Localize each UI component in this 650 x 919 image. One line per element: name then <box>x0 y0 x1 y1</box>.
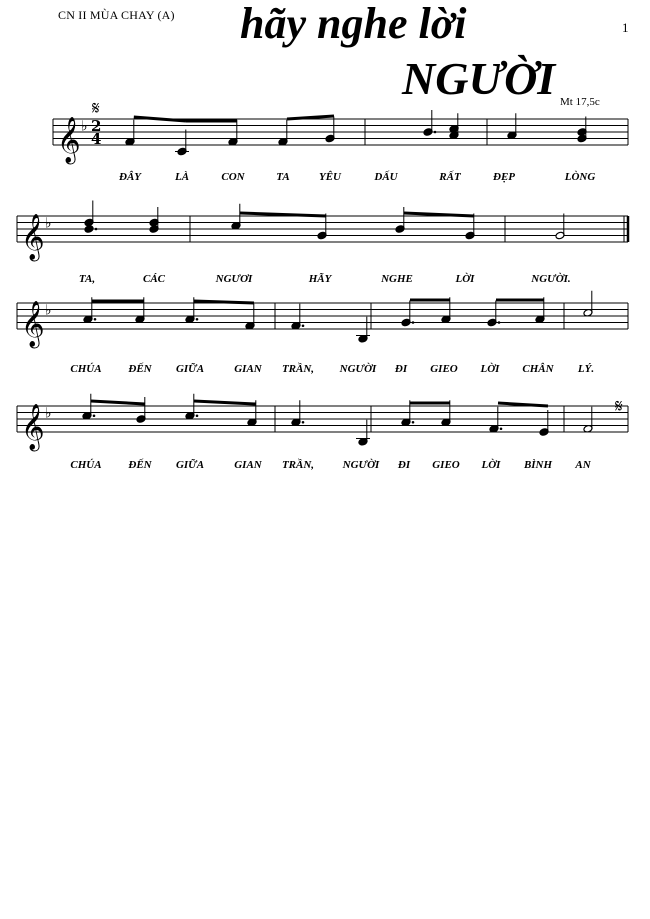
lyric-syllable: GIAN <box>234 363 262 375</box>
lyric-syllable: GIỮA <box>175 363 205 375</box>
beam <box>194 401 256 404</box>
dot <box>412 421 415 424</box>
segno-icon: 𝄋 <box>92 98 100 119</box>
lyric-syllable: ĐÂY <box>119 171 141 183</box>
dot <box>500 427 503 430</box>
treble-clef-icon: 𝄞 <box>57 117 81 163</box>
beam <box>194 301 254 303</box>
page-number: 1 <box>622 20 629 35</box>
lyric-syllable: TA, <box>78 273 96 285</box>
lyric-syllable: NGƯỜI <box>339 363 377 375</box>
lyric-syllable: CHÚA <box>70 363 102 375</box>
lyric-syllable: RẤT <box>439 171 461 183</box>
lyric-syllable: CON <box>221 171 245 183</box>
lyric-syllable: GIEO <box>430 363 458 375</box>
lyric-syllable: CHÚA <box>70 459 102 471</box>
lyric-syllable: NGƯƠI <box>215 273 253 285</box>
lyric-syllable: ĐẸP <box>493 171 515 183</box>
song-title-line1: hãy nghe lời <box>240 0 467 48</box>
lyric-syllable: LÒNG <box>564 171 596 183</box>
lyric-syllable: GIAN <box>234 459 262 471</box>
lyric-syllable: TRẦN, <box>281 459 315 471</box>
lyric-syllable: ĐI <box>397 459 411 471</box>
treble-clef-icon: 𝄞 <box>21 404 45 450</box>
lyric-syllable: LỜI <box>455 273 475 285</box>
lyric-syllable: GIEO <box>432 459 460 471</box>
lyric-syllable: LỜI <box>481 459 501 471</box>
lyric-syllable: HÃY <box>308 273 332 285</box>
dot <box>95 228 98 231</box>
occasion-label: CN II MÙA CHAY (A) <box>58 8 175 22</box>
segno-icon: 𝄋 <box>615 396 623 417</box>
lyric-syllable: GIỮA <box>175 459 205 471</box>
flat-icon: ♭ <box>45 405 52 422</box>
time-signature-top: 2 <box>91 117 102 135</box>
dot <box>412 321 415 324</box>
song-title-line2: NGƯỜI <box>402 53 556 104</box>
lyric-syllable: TRẦN, <box>281 363 315 375</box>
treble-clef-icon: 𝄞 <box>21 301 45 347</box>
dot <box>196 318 199 321</box>
lyric-syllable: LÀ <box>174 171 190 183</box>
beam <box>134 117 186 121</box>
lyric-syllable: CHÂN <box>522 363 554 375</box>
lyric-syllable: NGƯỜI. <box>531 273 571 285</box>
lyric-syllable: DẤU <box>374 171 398 183</box>
dot <box>196 414 199 417</box>
lyric-syllable: AN <box>575 459 591 471</box>
treble-clef-icon: 𝄞 <box>21 214 45 260</box>
beam <box>91 401 145 404</box>
flat-icon: ♭ <box>81 118 88 135</box>
lyric-syllable: ĐẾN <box>128 363 152 375</box>
dot <box>302 324 305 327</box>
flat-icon: ♭ <box>45 215 52 232</box>
lyric-syllable: CÁC <box>142 273 166 285</box>
dot <box>93 414 96 417</box>
dot <box>94 318 97 321</box>
flat-icon: ♭ <box>45 302 52 319</box>
dot <box>434 131 437 134</box>
dot <box>302 421 305 424</box>
dot <box>498 321 501 324</box>
lyric-syllable: NGHE <box>381 273 413 285</box>
scripture-reference: Mt 17,5c <box>560 96 600 108</box>
time-signature-bottom: 4 <box>91 130 102 148</box>
lyric-syllable: LÝ. <box>577 363 595 375</box>
lyric-syllable: BÌNH <box>523 459 553 471</box>
lyric-syllable: ĐI <box>394 363 408 375</box>
lyric-syllable: TA <box>276 171 290 183</box>
lyric-syllable: LỜI <box>480 363 500 375</box>
lyric-syllable: ĐẾN <box>128 459 152 471</box>
lyric-syllable: NGƯỜI <box>342 459 380 471</box>
lyric-syllable: YÊU <box>319 171 341 183</box>
